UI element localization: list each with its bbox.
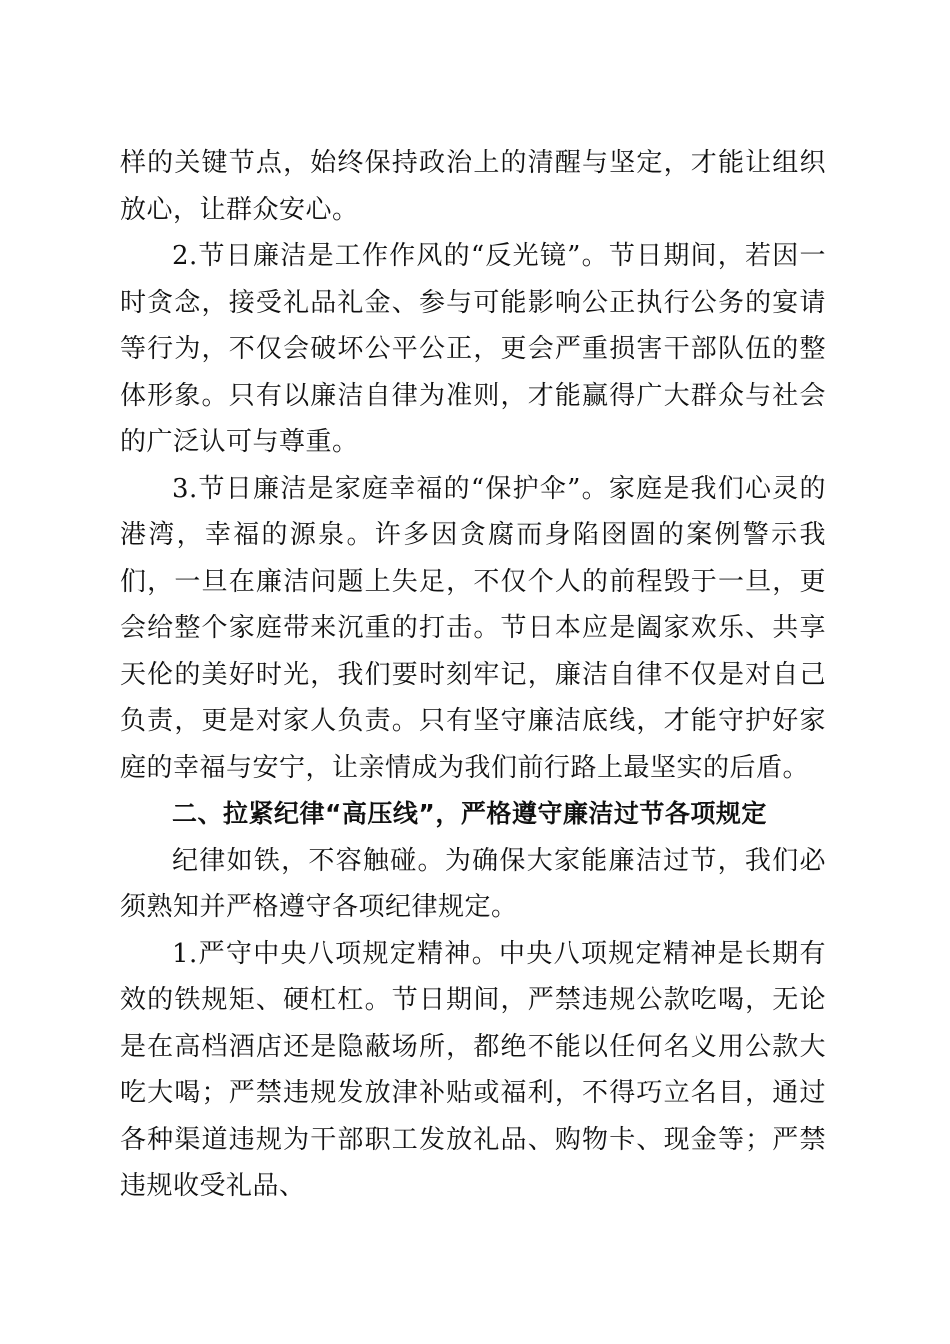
document-body xyxy=(120,140,826,1210)
paragraph-item-3: 3.节日廉洁是家庭幸福的“保护伞”。家庭是我们心灵的港湾，幸福的源泉。许多因贪腐而身陷囹圄的案例警示我们，一旦在廉洁问题上失足，不仅个人的前程毁于一旦，更会给整个家庭带来沉重的打击。节日本应是阖家欢乐、共享天伦的美好时光，我们要时刻牢记，廉洁自律不仅是对自己负责，更是对家人负责。只有坚守廉洁底线，才能守护好家庭的幸福与安宁，让亲情成为我们前行路上最坚实的后盾。 xyxy=(120,473,826,783)
paragraph-rule-1: 1.严守中央八项规定精神。中央八项规定精神是长期有效的铁规矩、硬杠杠。节日期间，严禁违规公款吃喝，无论是在高档酒店还是隐蔽场所，都绝不能以任何名义用公款大吃大喝；严禁违规发放津补贴或福利，不得巧立名目，通过各种渠道违规为干部职工发放礼品、购物卡、现金等；严禁违规收受礼品、 xyxy=(120,938,826,1201)
paragraph-continuation: 样的关键节点，始终保持政治上的清醒与坚定，才能让组织放心，让群众安心。 xyxy=(120,148,826,225)
paragraph-item-2: 2.节日廉洁是工作作风的“反光镜”。节日期间，若因一时贪念，接受礼品礼金、参与可能影响公正执行公务的宴请等行为，不仅会破坏公平公正，更会严重损害干部队伍的整体形象。只有以廉洁自律为准则，才能赢得广大群众与社会的广泛认可与尊重。 xyxy=(120,241,826,457)
section-heading: 二、拉紧纪律“高压线”，严格遵守廉洁过节各项规定 xyxy=(172,799,767,828)
section-intro-paragraph: 纪律如铁，不容触碰。为确保大家能廉洁过节，我们必须熟知并严格遵守各项纪律规定。 xyxy=(120,845,826,922)
